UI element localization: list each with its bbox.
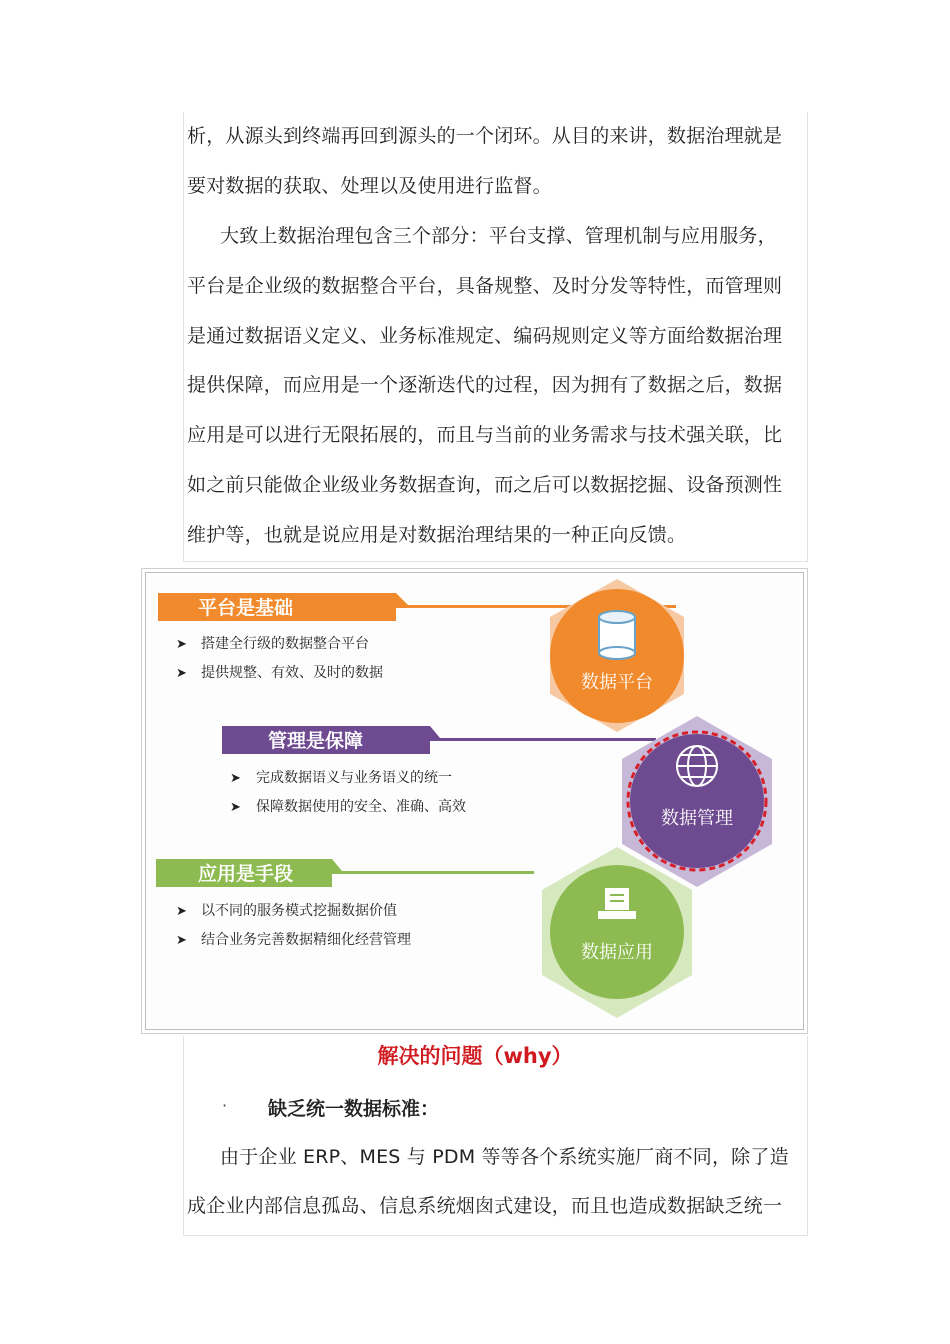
paragraph1-line: 要对数据的获取、处理以及使用进行监督。 xyxy=(187,175,552,197)
section-application xyxy=(156,847,692,1018)
bullet-arrow: ➤ xyxy=(176,904,187,919)
application-bullet: 结合业务完善数据精细化经营管理 xyxy=(201,932,411,948)
bullet-arrow: ➤ xyxy=(176,666,187,681)
platform-title: 平台是基础 xyxy=(198,597,294,619)
management-bullet: 保障数据使用的安全、准确、高效 xyxy=(256,799,466,815)
paragraph3-line: 成企业内部信息孤岛、信息系统烟囱式建设，而且也造成数据缺乏统一 xyxy=(187,1195,783,1217)
application-title: 应用是手段 xyxy=(198,863,294,885)
application-bullet: 以不同的服务模式挖掘数据价值 xyxy=(201,903,397,919)
diagram-frame xyxy=(145,572,804,1030)
paragraph2-line: 维护等，也就是说应用是对数据治理结果的一种正向反馈。 xyxy=(187,524,687,546)
paragraph1-line: 析，从源头到终端再回到源头的一个闭环。从目的来讲，数据治理就是 xyxy=(187,125,783,147)
database-icon xyxy=(599,611,635,659)
data-governance-diagram xyxy=(141,568,808,1034)
application-circle xyxy=(550,865,684,999)
bullet-arrow: ➤ xyxy=(176,933,187,948)
paragraph3-line: 由于企业 ERP、MES 与 PDM 等等各个系统实施厂商不同，除了造 xyxy=(220,1146,789,1168)
platform-hex-label: 数据平台 xyxy=(581,672,653,693)
bullet-arrow: ➤ xyxy=(230,800,241,815)
paragraph2-line: 应用是可以进行无限拓展的，而且与当前的业务需求与技术强关联，比 xyxy=(187,424,783,446)
bullet-arrow: ➤ xyxy=(176,637,187,652)
application-hex-label: 数据应用 xyxy=(581,942,653,963)
bullet-arrow: ➤ xyxy=(230,771,241,786)
paragraph2-line: 是通过数据语义定义、业务标准规定、编码规则定义等方面给数据治理 xyxy=(187,325,783,347)
management-bullet: 完成数据语义与业务语义的统一 xyxy=(256,770,452,786)
section-platform xyxy=(158,579,684,732)
bullet-marker: · xyxy=(222,1096,228,1115)
paragraph2-line: 如之前只能做企业级业务数据查询，而之后可以数据挖掘、设备预测性 xyxy=(187,474,783,496)
paragraph2-line: 提供保障，而应用是一个逐渐迭代的过程，因为拥有了数据之后，数据 xyxy=(187,374,783,396)
platform-bullet: 搭建全行级的数据整合平台 xyxy=(201,636,369,652)
section-heading: 解决的问题（why） xyxy=(377,1044,573,1068)
paragraph2-line: 平台是企业级的数据整合平台，具备规整、及时分发等特性，而管理则 xyxy=(187,275,783,297)
management-title: 管理是保障 xyxy=(268,730,364,752)
diagram-svg xyxy=(146,573,805,1031)
platform-bullet: 提供规整、有效、及时的数据 xyxy=(201,665,383,681)
paragraph2-line: 大致上数据治理包含三个部分：平台支撑、管理机制与应用服务， xyxy=(220,225,777,247)
subheading: 缺乏统一数据标准： xyxy=(268,1098,440,1120)
management-hex-label: 数据管理 xyxy=(661,808,733,829)
